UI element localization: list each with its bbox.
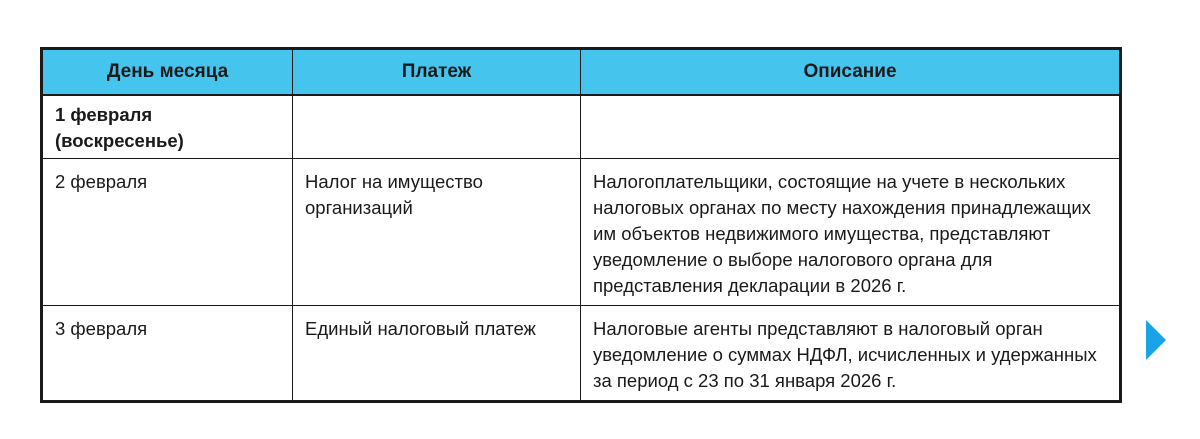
description-cell: Налогоплательщики, состоящие на учете в нескольких налоговых органах по месту нахождения принадлежащих им объектов недвижимого имущества, представляют уведомление о выборе налогового органа для представления декларации в 2026 г. bbox=[581, 159, 1121, 306]
payment-cell bbox=[293, 95, 581, 159]
day-cell: 1 февраля (воскресенье) bbox=[42, 95, 293, 159]
header-description: Описание bbox=[581, 49, 1121, 96]
day-cell: 2 февраля bbox=[42, 159, 293, 306]
table-row bbox=[42, 306, 1121, 402]
payment-cell: Налог на имущество организаций bbox=[293, 159, 581, 306]
day-cell: 3 февраля bbox=[42, 306, 293, 402]
table-row bbox=[42, 159, 1121, 306]
description-cell: Налоговые агенты представляют в налоговый орган уведомление о суммах НДФЛ, исчисленных и удержанных за период с 23 по 31 января 2026 г. bbox=[581, 306, 1121, 402]
tax-calendar-table bbox=[40, 47, 1122, 403]
table-row bbox=[42, 95, 1121, 159]
table-header-row bbox=[42, 49, 1121, 96]
description-cell bbox=[581, 95, 1121, 159]
triangle-right-icon[interactable] bbox=[1146, 320, 1166, 360]
payment-cell: Единый налоговый платеж bbox=[293, 306, 581, 402]
header-day: День месяца bbox=[42, 49, 293, 96]
header-payment: Платеж bbox=[293, 49, 581, 96]
